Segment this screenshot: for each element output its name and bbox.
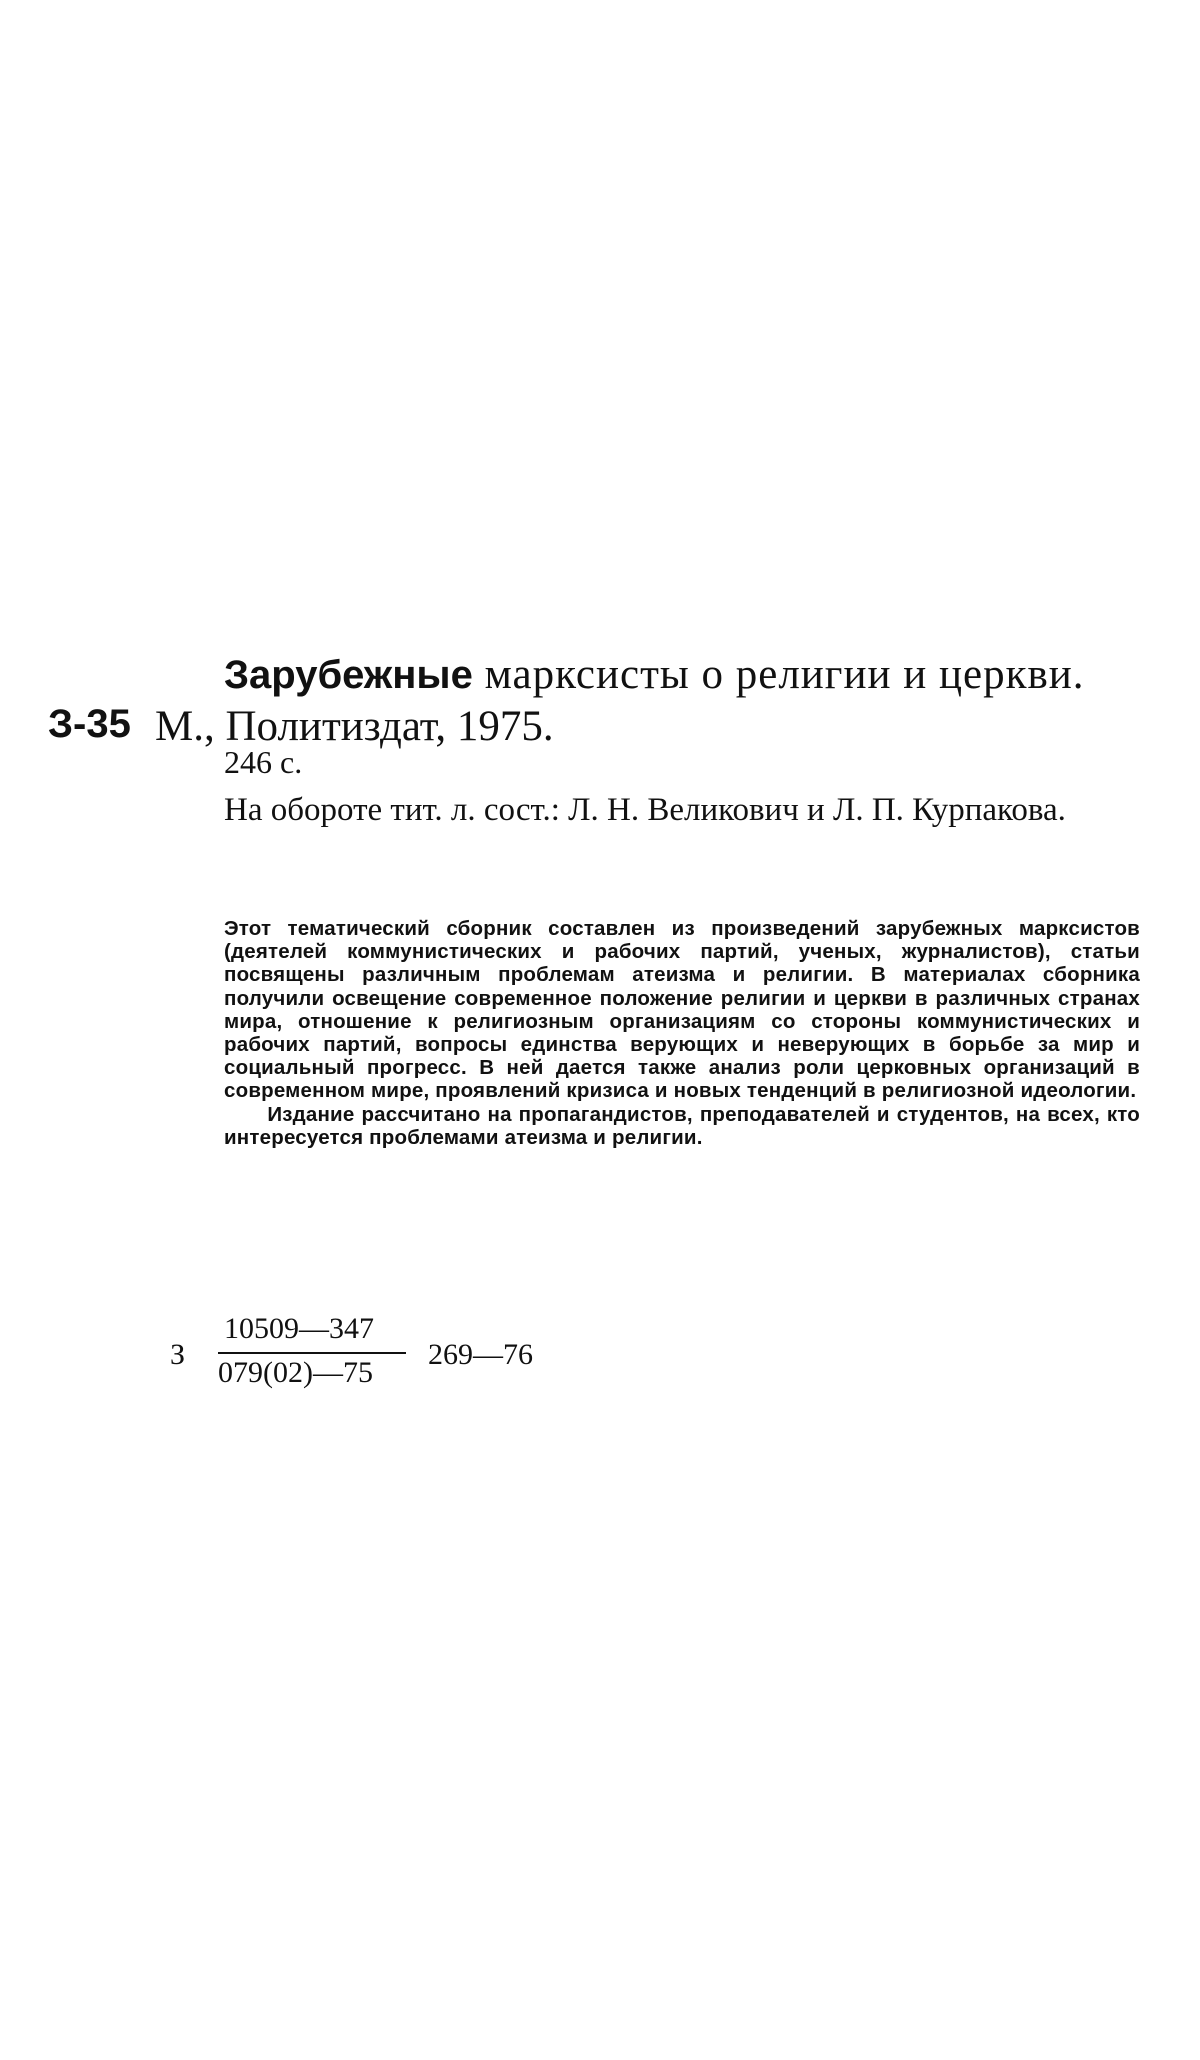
title-rest: марксисты о религии и церкви. bbox=[472, 651, 1085, 698]
classification-suffix: 269—76 bbox=[428, 1338, 533, 1371]
classification-fraction bbox=[218, 1312, 408, 1392]
catalog-code: З-35 bbox=[48, 702, 131, 746]
publication-imprint: М., Политиздат, 1975. bbox=[155, 703, 554, 750]
fraction-bar bbox=[218, 1352, 406, 1354]
annotation-paragraph: Издание рассчитано на пропагандистов, преподавателей и студентов, на всех, кто интересуется проблемами атеизма и религии. bbox=[224, 1102, 1140, 1149]
classification-prefix: З bbox=[170, 1338, 186, 1371]
book-annotation bbox=[224, 917, 1140, 1149]
fraction-denominator: 079(02)—75 bbox=[218, 1356, 373, 1389]
page-count: 246 с. bbox=[224, 744, 303, 780]
classification-index bbox=[170, 1312, 670, 1392]
book-title bbox=[224, 650, 1168, 699]
catalog-card-header bbox=[48, 650, 1168, 750]
fraction-numerator: 10509—347 bbox=[224, 1312, 374, 1345]
title-lead-word: Зарубежные bbox=[224, 653, 473, 697]
annotation-paragraph: Этот тематический сборник составлен из произведений зарубежных марксистов (деятелей коммунистических и рабочих партий, ученых, журналистов), статьи посвящены различным проблемам атеизма и религии. В материалах сборника получили освещение современное положение религии и церкви в различных странах мира, отношение к религиозным организациям со стороны коммунистических и рабочих партий, вопросы единства верующих и неверующих в борьбе за мир и социальный прогресс. В ней дается также анализ роли церковных организаций в современном мире, проявлений кризиса и новых тенденций в религиозной идеологии. bbox=[224, 917, 1140, 1103]
compilers-note: На обороте тит. л. сост.: Л. Н. Великович и Л. П. Курпакова. bbox=[224, 792, 1066, 828]
